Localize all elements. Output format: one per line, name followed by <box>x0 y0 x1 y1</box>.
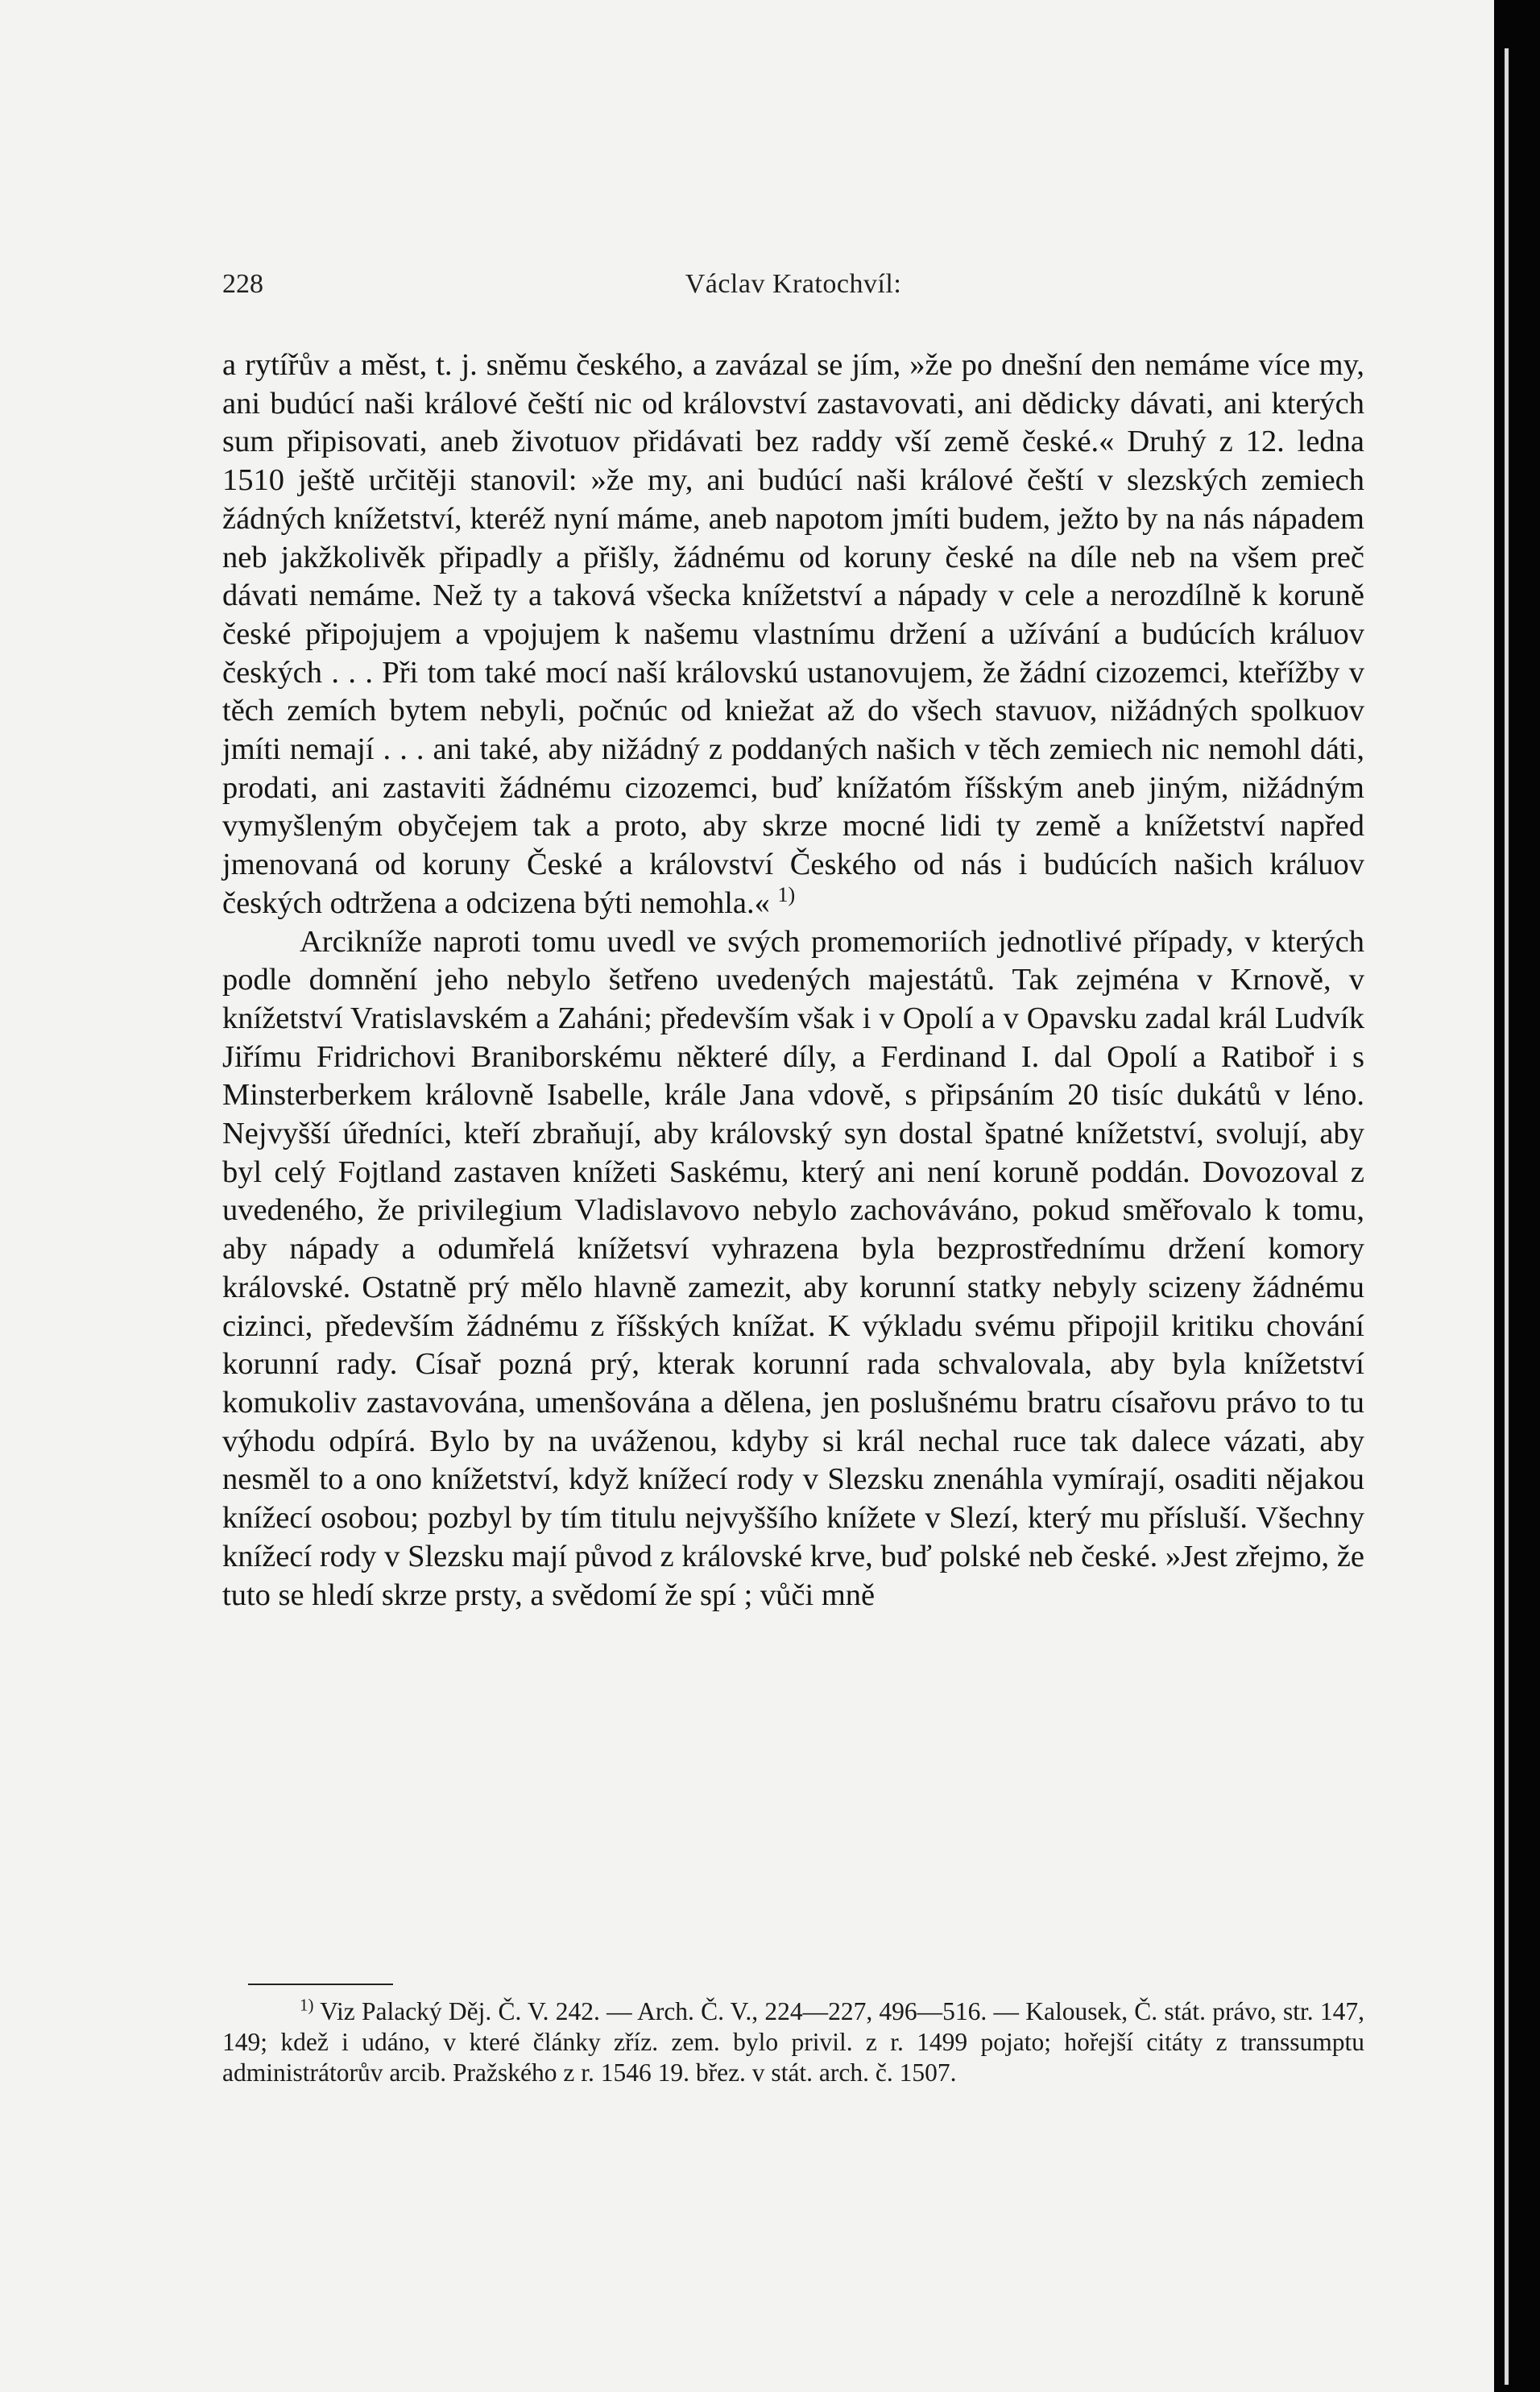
scan-edge <box>1494 0 1540 2392</box>
footnote-divider <box>248 1984 393 1985</box>
running-title: Václav Kratochvíl: <box>685 269 902 299</box>
paragraph-text: a rytířův a měst, t. j. sněmu českého, a zavázal se jím, »že po dnešní den nemáme více my, ani budúcí naši králové čeští nic od království zastavovati, ani dědicky dávati, ani kterých sum připisovati, aneb životuov přidávati bez raddy vší země české.« Druhý z 12. ledna 1510 ještě určitěji stanovil: »že my, ani budúcí naši králové čeští v slezských zemiech žádných knížetství, kteréž nyní máme, aneb napotom jmíti budem, ježto by na nás nápadem neb jakžkolivěk připadly a přišly, žádnému od koruny české na díle neb na všem preč dávati nemáme. Než ty a taková všecka knížetství a nápady v cele a nerozdílně k koruně české připojujem a vpojujem k našemu vlastnímu držení a užívání a budúcích králuov českých . . . Při tom také mocí naší královskú ustanovujem, že žádní cizozemci, kteřížby v těch zemích bytem nebyli, počnúc od kniežat až do všech stavuov, nižádných spolkuov jmíti nemají . . . ani také, aby nižádný z poddaných našich v těch zemiech nic nemohl dáti, prodati, ani zastaviti žádnému cizozemci, buď knížatóm říšským aneb jiným, nižádným vymyšleným obyčejem tak a proto, aby skrze mocné lidi ty země a knížetství napřed jmenovaná od koruny České a království Českého od nás i budúcích našich králuov českých odtržena a odcizena býti nemohla.« <box>222 348 1364 920</box>
page-number: 228 <box>222 269 263 299</box>
page-header <box>222 269 1364 305</box>
footnote-text: Viz Palacký Děj. Č. V. 242. — Arch. Č. V., 224—227, 496—516. — Kalousek, Č. stát. právo, str. 147, 149; kdež i udáno, v které články zříz. zem. bylo privil. z r. 1499 pojato; hořejší citáty z transsumptu administrátorův arcib. Pražského z r. 1546 19. břez. v stát. arch. č. 1507. <box>222 1997 1365 2087</box>
footnote-reference: 1) <box>777 883 796 907</box>
footnote-number: 1) <box>300 1995 314 2015</box>
body-text <box>222 346 1364 1615</box>
paragraph: Arcikníže naproti tomu uvedl ve svých promemoriích jednotlivé případy, v kterých podle domnění jeho nebylo šetřeno uvedených majestátů. Tak zejména v Krnově, v knížetství Vratislavském a Zaháni; především však i v Opolí a v Opavsku zadal král Ludvík Jiřímu Fridrichovi Braniborskému některé díly, a Ferdinand I. dal Opolí a Ratiboř i s Minsterberkem královně Isabelle, krále Jana vdově, s připsáním 20 tisíc dukátů v léno. Nejvyšší úředníci, kteří zbraňují, aby královský syn dostal špatné knížetství, svolují, aby byl celý Fojtland zastaven knížeti Saskému, který ani není koruně poddán. Dovozoval z uvedeného, že privilegium Vladislavovo nebylo zachováváno, pokud směřovalo k tomu, aby nápady a odumřelá knížetsví vyhrazena byla bezprostřednímu držení komory královské. Ostatně prý mělo hlavně zamezit, aby korunní statky nebyly scizeny žádnému cizinci, především žádnému z říšských knížat. K výkladu svému připojil kritiku chování korunní rady. Císař pozná prý, kterak korunní rada schvalovala, aby byla knížetství komukoliv zastavována, umenšována a dělena, jen poslušnému bratru císařovu právo to tu výhodu odpírá. Bylo by na uváženou, kdyby si král nechal ruce tak dalece vázati, aby nesměl to a ono knížetství, když knížecí rody v Slezsku znenáhla vymírají, osaditi nějakou knížecí osobou; pozbyl by tím titulu nejvyššího knížete v Slezí, který mu přísluší. Všechny knížecí rody v Slezsku mají původ z královské krve, buď polské neb české. »Jest zřejmo, že tuto se hledí skrze prsty, a svědomí že spí ; vůči mně <box>222 924 1364 1612</box>
paragraph <box>222 346 1364 923</box>
scan-edge-line <box>1505 48 1509 2385</box>
footnote <box>222 1996 1364 2088</box>
